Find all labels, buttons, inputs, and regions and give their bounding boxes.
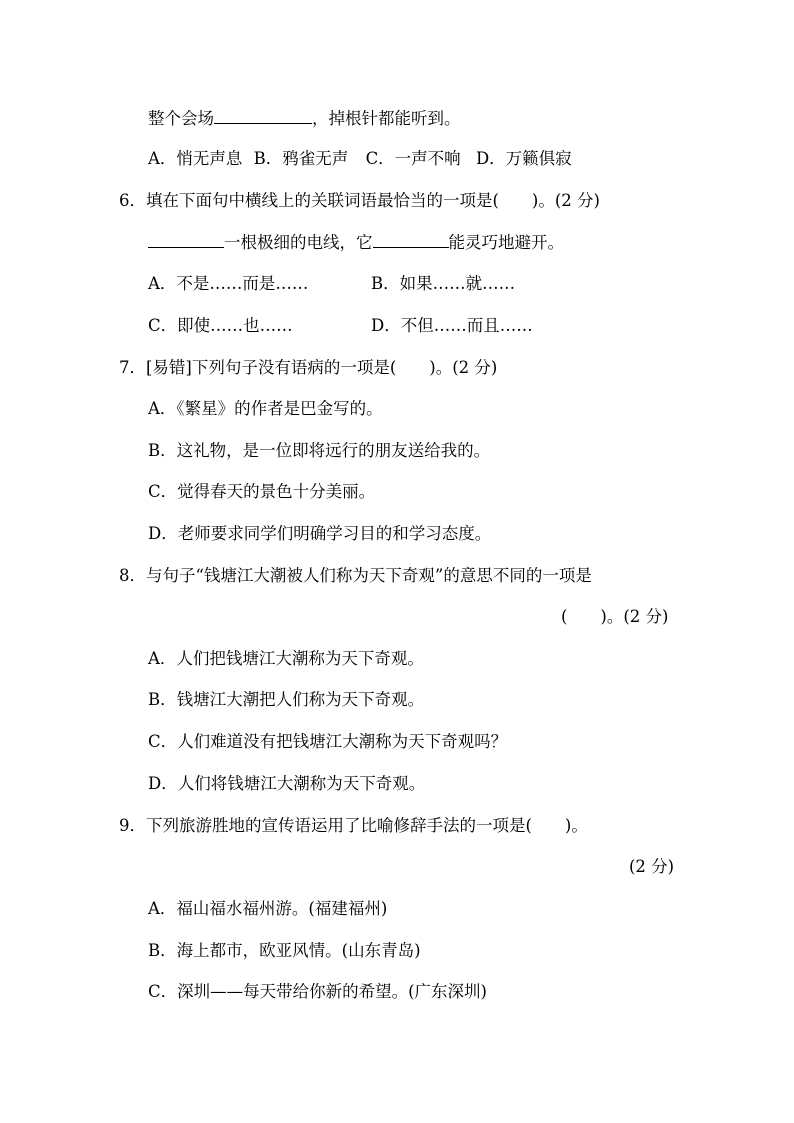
q7-option-a[interactable]: A．《繁星》的作者是巴金写的。 [148, 399, 383, 418]
q5-option-b[interactable]: B．鸦雀无声 [253, 149, 349, 168]
q6-option-c[interactable]: C．即使……也…… [148, 316, 293, 335]
answer-blank[interactable] [214, 107, 312, 124]
q6-sentence [148, 231, 564, 254]
q6-option-b[interactable]: B．如果……就…… [371, 274, 516, 293]
q5-option-c[interactable]: C．一声不响 [365, 149, 461, 168]
q8-option-b[interactable]: B．钱塘江大潮把人们称为天下奇观。 [148, 690, 425, 709]
q6-option-d[interactable]: D．不但……而且…… [371, 316, 533, 335]
q7-stem: 7．[易错]下列句子没有语病的一项是( )。(2 分) [119, 358, 498, 377]
q7-option-c[interactable]: C．觉得春天的景色十分美丽。 [148, 482, 376, 501]
q9-stem: 9．下列旅游胜地的宣传语运用了比喻修辞手法的一项是( )。 [119, 816, 588, 835]
q5-option-d[interactable]: D．万籁俱寂 [475, 149, 572, 168]
q5-stem [148, 107, 461, 130]
answer-blank[interactable] [148, 231, 224, 248]
q8-stem-tail: ( )。(2 分) [561, 607, 669, 626]
q6-sentence-mid: 一根极细的电线，它 [224, 233, 373, 252]
answer-blank[interactable] [373, 231, 449, 248]
q8-option-c[interactable]: C．人们难道没有把钱塘江大潮称为天下奇观吗？ [148, 732, 508, 751]
q5-option-a[interactable]: A．悄无声息 [148, 149, 243, 168]
q9-option-b[interactable]: B．海上都市，欧亚风情。(山东青岛) [148, 941, 421, 960]
q6-stem: 6．填在下面句中横线上的关联词语最恰当的一项是( )。(2 分) [119, 191, 600, 210]
q6-sentence-end: 能灵巧地避开。 [448, 233, 564, 252]
q8-option-a[interactable]: A．人们把钱塘江大潮称为天下奇观。 [148, 649, 424, 668]
q8-option-d[interactable]: D．人们将钱塘江大潮称为天下奇观。 [148, 774, 426, 793]
q5-stem-prefix: 整个会场 [148, 109, 214, 128]
q9-stem-tail: (2 分) [629, 857, 675, 876]
q8-stem: 8．与句子“钱塘江大潮被人们称为天下奇观”的意思不同的一项是 [119, 566, 592, 585]
q7-option-b[interactable]: B．这礼物，是一位即将远行的朋友送给我的。 [148, 441, 491, 460]
q6-option-a[interactable]: A．不是……而是…… [148, 274, 309, 293]
q9-option-a[interactable]: A．福山福水福州游。(福建福州) [148, 899, 388, 918]
q5-stem-suffix: ，掉根针都能听到。 [312, 109, 461, 128]
q5-options [148, 148, 572, 170]
q7-option-d[interactable]: D．老师要求同学们明确学习目的和学习态度。 [148, 524, 492, 543]
q9-option-c[interactable]: C．深圳——每天带给你新的希望。(广东深圳) [148, 982, 487, 1001]
